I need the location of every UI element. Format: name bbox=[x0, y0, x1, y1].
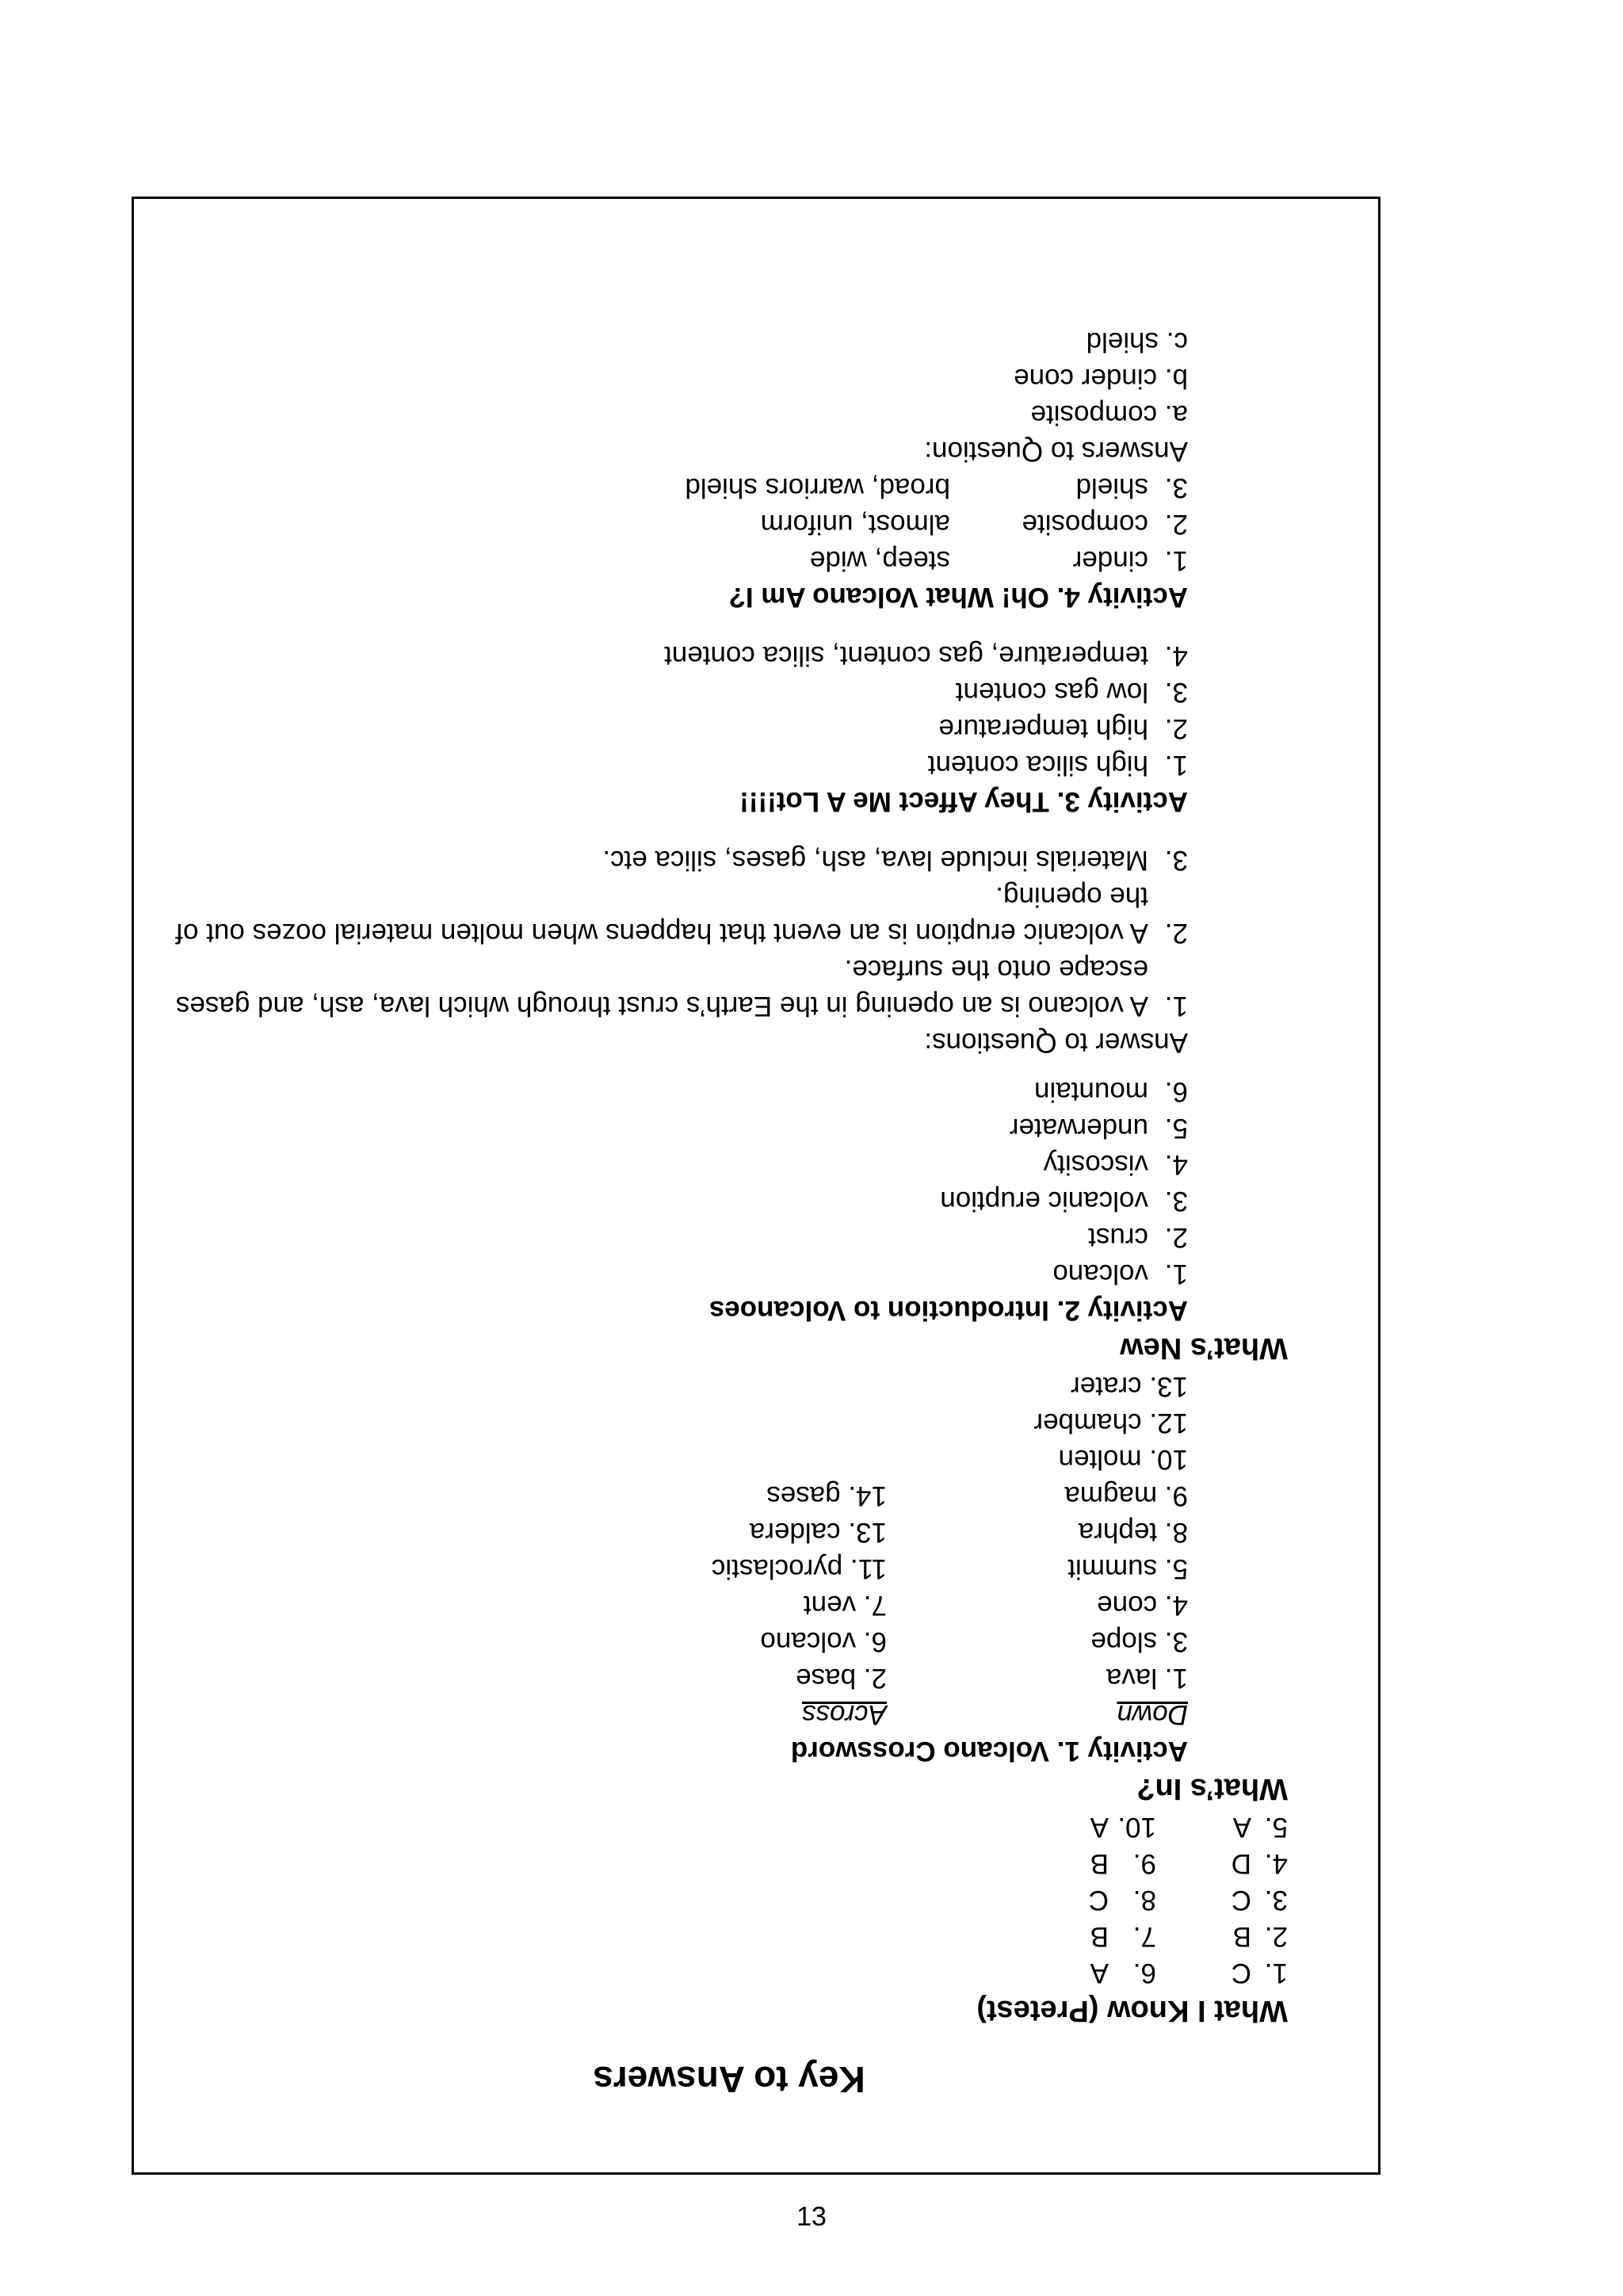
list-item: b. cinder cone bbox=[1014, 363, 1188, 394]
activity3-heading: Activity 3. They Affect Me A Lot!!!! bbox=[739, 786, 1188, 817]
crossword-row: 10. molten bbox=[1058, 1444, 1188, 1475]
answers-heading: Answer to Questions: bbox=[924, 1027, 1188, 1058]
list-item: 3. Materials include lava, ash, gases, silica etc. bbox=[602, 845, 1188, 876]
list-item: 1. volcano bbox=[1052, 1259, 1188, 1289]
list-item: 1. A volcano is an opening in the Earth’s crust through which lava, ash, and gases escape onto the surface. bbox=[175, 954, 1188, 1022]
pretest-heading: What I Know (Pretest) bbox=[976, 1994, 1288, 2027]
list-item: 3. volcanic eruption bbox=[940, 1186, 1188, 1217]
list-item: a. composite bbox=[1030, 399, 1188, 430]
pretest-answers bbox=[170, 1809, 1288, 1991]
crossword-row: 5. summit 11. pyroclastic bbox=[711, 1553, 1188, 1584]
list-item: c. shield bbox=[1086, 327, 1188, 357]
whats-in-heading: What’s In? bbox=[1136, 1772, 1288, 1805]
activity1-heading: Activity 1. Volcano Crossword bbox=[790, 1736, 1188, 1767]
list-item: 3. shield broad, warriors shield bbox=[685, 472, 1188, 503]
crossword-row: 3. slope 6. volcano bbox=[760, 1626, 1188, 1657]
pretest-row: 5. A 10. A bbox=[1090, 1812, 1288, 1843]
list-item: 6. mountain bbox=[1034, 1076, 1188, 1107]
list-item: 1. high silica content bbox=[927, 750, 1188, 781]
list-item: 4. temperature, gas content, silica content bbox=[664, 640, 1188, 671]
across-label: Across bbox=[802, 1699, 887, 1730]
list-item: 2. composite almost, uniform bbox=[760, 509, 1188, 540]
list-item: 5. underwater bbox=[1009, 1113, 1188, 1144]
rotated-content bbox=[134, 199, 1381, 2175]
activity2-answers bbox=[170, 842, 1188, 1292]
pretest-row: 3. C 8. C bbox=[1088, 1885, 1288, 1916]
list-item: 1. cinder steep, wide bbox=[809, 545, 1188, 576]
crossword-row: 8. tephra 13. caldera bbox=[749, 1517, 1188, 1548]
pretest-row: 2. B 7. B bbox=[1090, 1921, 1288, 1952]
answer-key-frame bbox=[132, 197, 1381, 2175]
list-item: 2. crust bbox=[1088, 1222, 1188, 1253]
activity4-heading: Activity 4. Oh! What Volcano Am I? bbox=[728, 582, 1188, 613]
list-item: 3. low gas content bbox=[955, 677, 1188, 708]
pretest-row: 4. D 9. B bbox=[1090, 1848, 1288, 1879]
crossword-row: 13. crater bbox=[1071, 1371, 1188, 1402]
activity2-heading: Activity 2. Introduction to Volcanoes bbox=[708, 1295, 1188, 1326]
answers-heading: Answers to Question: bbox=[924, 436, 1188, 467]
list-item: 2. high temperature bbox=[938, 713, 1188, 744]
page-number: 13 bbox=[796, 2202, 827, 2232]
list-item: 4. viscosity bbox=[1043, 1149, 1188, 1180]
crossword-row: 4. cone 7. vent bbox=[803, 1590, 1188, 1621]
list-item: 2. A volcanic eruption is an event that happens when molten material oozes out of the opening. bbox=[175, 881, 1188, 949]
activity3-answers bbox=[170, 637, 1188, 783]
crossword-row: 9. magma 14. gases bbox=[766, 1480, 1188, 1511]
crossword-answers bbox=[170, 1368, 1188, 1733]
page-title: Key to Answers bbox=[593, 2059, 865, 2100]
crossword-row: 12. chamber bbox=[1033, 1408, 1188, 1438]
whats-new-heading: What’s New bbox=[1120, 1331, 1288, 1365]
pretest-row: 1. C 6. A bbox=[1090, 1958, 1288, 1988]
down-label: Down bbox=[1117, 1699, 1188, 1730]
crossword-row: 1. lava 2. base bbox=[796, 1663, 1188, 1694]
activity4-answers bbox=[170, 323, 1188, 579]
